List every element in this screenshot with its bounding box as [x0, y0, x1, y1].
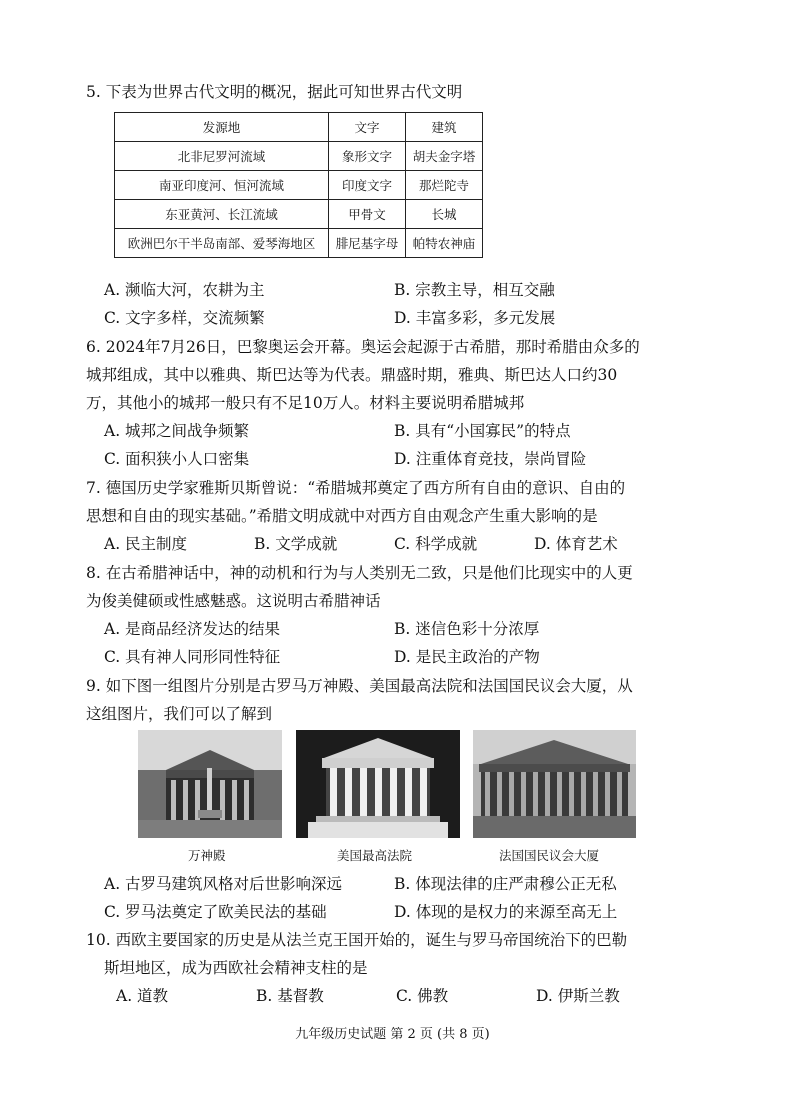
- options-row: [104, 304, 704, 332]
- options-row: [104, 870, 724, 898]
- options-row: [104, 898, 724, 926]
- table-cell: 甲骨文: [329, 200, 406, 229]
- question-7-options: [104, 530, 704, 558]
- question-6-line: 万，其他小的城邦一般只有不足10万人。材料主要说明希腊城邦: [86, 394, 525, 412]
- table-cell: 那烂陀寺: [406, 171, 483, 200]
- table-header-architecture: 建筑: [406, 113, 483, 142]
- option-c[interactable]: C. 科学成就: [394, 535, 478, 553]
- option-a[interactable]: A. 民主制度: [104, 535, 188, 553]
- table-cell: 象形文字: [329, 142, 406, 171]
- option-d[interactable]: D. 丰富多彩，多元发展: [394, 309, 556, 327]
- page-footer: 九年级历史试题 第 2 页 (共 8 页): [295, 1027, 490, 1042]
- table-cell: 胡夫金字塔: [406, 142, 483, 171]
- options-row: [104, 445, 704, 473]
- table-cell: 长城: [406, 200, 483, 229]
- option-c[interactable]: C. 罗马法奠定了欧美民法的基础: [104, 903, 327, 921]
- option-a[interactable]: A. 是商品经济发达的结果: [104, 620, 281, 638]
- table-header-row: [115, 113, 483, 142]
- option-b[interactable]: B. 体现法律的庄严肃穆公正无私: [394, 875, 617, 893]
- supreme-court-photo: [296, 730, 460, 838]
- question-8-line: 为俊美健硕或性感魅惑。这说明古希腊神话: [86, 592, 381, 610]
- option-b[interactable]: B. 迷信色彩十分浓厚: [394, 620, 540, 638]
- question-10-line: 斯坦地区，成为西欧社会精神支柱的是: [104, 959, 368, 977]
- option-d[interactable]: D. 伊斯兰教: [536, 987, 620, 1005]
- table-cell: 南亚印度河、恒河流域: [115, 171, 329, 200]
- question-9-line: 这组图片，我们可以了解到: [86, 705, 273, 723]
- question-7-line: 思想和自由的现实基础。”希腊文明成就中对西方自由观念产生重大影响的是: [86, 507, 598, 525]
- table-cell: 印度文字: [329, 171, 406, 200]
- option-c[interactable]: C. 面积狭小人口密集: [104, 450, 250, 468]
- building-photos: [138, 730, 638, 840]
- table-row: [115, 142, 483, 171]
- option-d[interactable]: D. 体现的是权力的来源至高无上: [394, 903, 618, 921]
- options-row: [104, 643, 704, 671]
- question-5: [86, 78, 706, 106]
- question-6-line: 6. 2024年7月26日，巴黎奥运会开幕。奥运会起源于古希腊，那时希腊由众多的: [86, 338, 640, 356]
- pantheon-photo: [138, 730, 282, 838]
- option-c[interactable]: C. 佛教: [396, 987, 449, 1005]
- option-a[interactable]: A. 道教: [116, 987, 169, 1005]
- question-5-options: [104, 276, 704, 332]
- table-cell: 北非尼罗河流域: [115, 142, 329, 171]
- table-row: [115, 171, 483, 200]
- table-cell: 帕特农神庙: [406, 229, 483, 258]
- table-cell: 腓尼基字母: [329, 229, 406, 258]
- caption-pantheon: 万神殿: [188, 848, 226, 863]
- option-c[interactable]: C. 文字多样，交流频繁: [104, 309, 265, 327]
- question-7: [86, 474, 706, 530]
- option-d[interactable]: D. 是民主政治的产物: [394, 648, 540, 666]
- options-row: [104, 417, 704, 445]
- option-d[interactable]: D. 体育艺术: [534, 535, 618, 553]
- options-row: [104, 615, 704, 643]
- question-6-options: [104, 417, 704, 473]
- caption-supreme-court: 美国最高法院: [337, 848, 413, 863]
- option-b[interactable]: B. 基督教: [256, 987, 324, 1005]
- question-10-line: 10. 西欧主要国家的历史是从法兰克王国开始的，诞生与罗马帝国统治下的巴勒: [86, 931, 628, 949]
- question-10-options: [116, 982, 716, 1010]
- table-row: [115, 200, 483, 229]
- civilization-table: [114, 112, 483, 258]
- question-10: [86, 926, 706, 982]
- options-row: [104, 276, 704, 304]
- question-6-line: 城邦组成，其中以雅典、斯巴达等为代表。鼎盛时期，雅典、斯巴达人口约30: [86, 366, 618, 384]
- option-a[interactable]: A. 濒临大河，农耕为主: [104, 281, 265, 299]
- option-b[interactable]: B. 文学成就: [254, 535, 338, 553]
- national-assembly-photo: [473, 730, 636, 838]
- question-9-line: 9. 如下图一组图片分别是古罗马万神殿、美国最高法院和法国国民议会大厦，从: [86, 677, 633, 695]
- question-8: [86, 559, 706, 615]
- option-a[interactable]: A. 城邦之间战争频繁: [104, 422, 250, 440]
- options-row: [104, 530, 704, 558]
- option-a[interactable]: A. 古罗马建筑风格对后世影响深远: [104, 875, 343, 893]
- question-9: [86, 672, 706, 728]
- table-cell: 欧洲巴尔干半岛南部、爱琴海地区: [115, 229, 329, 258]
- option-b[interactable]: B. 宗教主导，相互交融: [394, 281, 555, 299]
- question-9-options: [104, 870, 724, 926]
- question-5-stem: 5. 下表为世界古代文明的概况，据此可知世界古代文明: [86, 83, 463, 101]
- question-8-line: 8. 在古希腊神话中，神的动机和行为与人类别无二致，只是他们比现实中的人更: [86, 564, 633, 582]
- options-row: [116, 982, 716, 1010]
- table-header-origin: 发源地: [115, 113, 329, 142]
- caption-national-assembly: 法国国民议会大厦: [499, 848, 600, 863]
- table-row: [115, 229, 483, 258]
- table-cell: 东亚黄河、长江流域: [115, 200, 329, 229]
- question-7-line: 7. 德国历史学家雅斯贝斯曾说：“希腊城邦奠定了西方所有自由的意识、自由的: [86, 479, 626, 497]
- table-header-script: 文字: [329, 113, 406, 142]
- option-d[interactable]: D. 注重体育竞技，崇尚冒险: [394, 450, 587, 468]
- question-6: [86, 333, 706, 417]
- question-8-options: [104, 615, 704, 671]
- option-c[interactable]: C. 具有神人同形同性特征: [104, 648, 281, 666]
- option-b[interactable]: B. 具有“小国寡民”的特点: [394, 422, 571, 440]
